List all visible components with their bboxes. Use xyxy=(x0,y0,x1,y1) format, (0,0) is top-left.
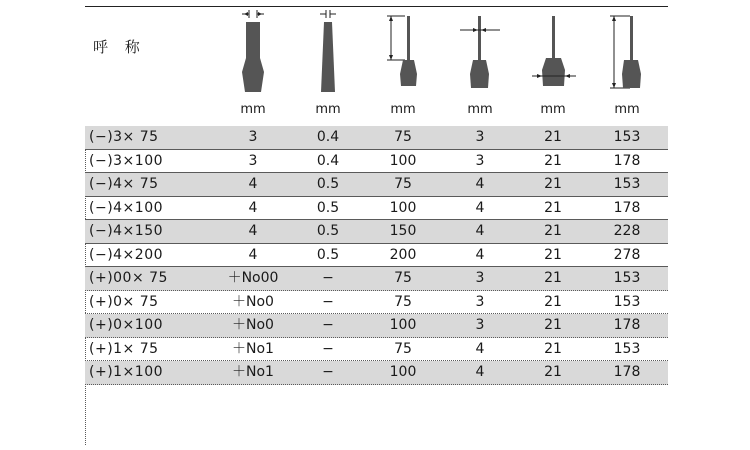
grip-diameter-cell: 21 xyxy=(544,293,562,310)
designation-cell: (−)4×150 xyxy=(89,223,164,239)
shaft-diameter-cell: 3 xyxy=(475,270,485,286)
blade-thickness-cell: 0.4 xyxy=(316,152,340,169)
table-row xyxy=(85,314,668,338)
shaft-diameter-cell: 4 xyxy=(475,364,485,380)
blade-thickness-cell: − xyxy=(322,270,334,286)
blade-thickness-cell: − xyxy=(322,340,334,357)
blade-thickness-cell: − xyxy=(322,317,334,333)
blade-thickness-cell: 0.5 xyxy=(316,223,340,239)
table-body xyxy=(85,126,668,385)
table-row xyxy=(85,173,668,197)
blade-width-cell: ＋No00 xyxy=(227,270,279,286)
overall-length-cell: 153 xyxy=(613,270,641,286)
blade-thickness-cell: 0.5 xyxy=(316,176,340,192)
blade-thickness-cell: 0.5 xyxy=(316,246,340,263)
shaft-diameter-cell: 4 xyxy=(475,176,485,192)
blade-width-cell: 4 xyxy=(248,199,258,216)
overall-length-icon xyxy=(608,8,648,94)
shaft-length-cell: 75 xyxy=(394,340,412,357)
table-row xyxy=(85,150,668,174)
shaft-length-cell: 100 xyxy=(389,364,417,380)
overall-length-cell: 178 xyxy=(613,199,641,216)
shaft-diameter-cell: 4 xyxy=(475,199,485,216)
overall-length-cell: 178 xyxy=(613,152,641,169)
table-row xyxy=(85,267,668,291)
blade-thickness-cell: − xyxy=(322,293,334,310)
grip-diameter-cell: 21 xyxy=(544,270,562,286)
designation-cell: (−)3× 75 xyxy=(89,129,159,145)
blade-thickness-cell: 0.5 xyxy=(316,199,340,216)
designation-cell: (+)0×100 xyxy=(89,317,164,333)
designation-cell: (+)1×100 xyxy=(89,364,164,380)
grip-diameter-cell: 21 xyxy=(544,199,562,216)
grip-diameter-cell: 21 xyxy=(544,364,562,380)
unit-shaft-length: mm xyxy=(390,102,416,117)
overall-length-cell: 153 xyxy=(613,129,641,145)
shaft-diameter-cell: 3 xyxy=(475,293,485,310)
blade-width-cell: 3 xyxy=(248,129,258,145)
shaft-length-cell: 75 xyxy=(394,293,412,310)
designation-cell: (+)00× 75 xyxy=(89,270,168,286)
overall-length-cell: 153 xyxy=(613,340,641,357)
designation-cell: (−)4× 75 xyxy=(89,176,159,192)
designation-cell: (+)1× 75 xyxy=(89,340,159,357)
shaft-length-cell: 75 xyxy=(394,176,412,192)
table-row xyxy=(85,244,668,268)
table-row xyxy=(85,361,668,385)
grip-diameter-cell: 21 xyxy=(544,223,562,239)
blade-width-cell: ＋No0 xyxy=(232,293,274,310)
blade-width-cell: ＋No1 xyxy=(232,340,274,357)
shaft-diameter-cell: 3 xyxy=(475,129,485,145)
blade-width-cell: 4 xyxy=(248,176,258,192)
overall-length-cell: 278 xyxy=(613,246,641,263)
grip-diameter-cell: 21 xyxy=(544,340,562,357)
blade-thickness-icon xyxy=(317,8,339,94)
unit-grip-diameter: mm xyxy=(540,102,566,117)
blade-width-cell: ＋No1 xyxy=(232,364,274,380)
grip-diameter-cell: 21 xyxy=(544,317,562,333)
overall-length-cell: 153 xyxy=(613,293,641,310)
unit-shaft-diameter: mm xyxy=(467,102,493,117)
designation-cell: (−)4×200 xyxy=(89,246,164,263)
grip-diameter-cell: 21 xyxy=(544,246,562,263)
blade-width-cell: 4 xyxy=(248,246,258,263)
designation-cell: (+)0× 75 xyxy=(89,293,159,310)
overall-length-cell: 228 xyxy=(613,223,641,239)
designation-cell: (−)3×100 xyxy=(89,152,164,169)
shaft-diameter-cell: 3 xyxy=(475,152,485,169)
overall-length-cell: 178 xyxy=(613,364,641,380)
shaft-diameter-cell: 4 xyxy=(475,340,485,357)
grip-diameter-icon xyxy=(530,8,578,94)
table-header xyxy=(85,6,668,126)
shaft-length-cell: 100 xyxy=(389,317,417,333)
grip-diameter-cell: 21 xyxy=(544,176,562,192)
blade-thickness-cell: 0.4 xyxy=(316,129,340,145)
grip-diameter-cell: 21 xyxy=(544,152,562,169)
overall-length-cell: 178 xyxy=(613,317,641,333)
name-column-header: 呼 称 xyxy=(93,38,146,56)
shaft-length-cell: 75 xyxy=(394,129,412,145)
table-row xyxy=(85,197,668,221)
shaft-length-icon xyxy=(385,8,425,94)
shaft-length-cell: 200 xyxy=(389,246,417,263)
shaft-diameter-cell: 4 xyxy=(475,246,485,263)
table-row xyxy=(85,126,668,150)
blade-width-cell: 4 xyxy=(248,223,258,239)
blade-width-cell: ＋No0 xyxy=(232,317,274,333)
unit-blade-thickness: mm xyxy=(315,102,341,117)
unit-overall-length: mm xyxy=(614,102,640,117)
overall-length-cell: 153 xyxy=(613,176,641,192)
shaft-diameter-cell: 3 xyxy=(475,317,485,333)
shaft-diameter-cell: 4 xyxy=(475,223,485,239)
table-row xyxy=(85,291,668,315)
blade-thickness-cell: − xyxy=(322,364,334,380)
unit-blade-width: mm xyxy=(240,102,266,117)
grip-diameter-cell: 21 xyxy=(544,129,562,145)
table-row xyxy=(85,338,668,362)
designation-cell: (−)4×100 xyxy=(89,199,164,216)
shaft-length-cell: 75 xyxy=(394,270,412,286)
shaft-length-cell: 100 xyxy=(389,199,417,216)
blade-width-icon xyxy=(240,8,266,94)
shaft-diameter-icon xyxy=(458,8,502,94)
shaft-length-cell: 150 xyxy=(389,223,417,239)
table-row xyxy=(85,220,668,244)
shaft-length-cell: 100 xyxy=(389,152,417,169)
blade-width-cell: 3 xyxy=(248,152,258,169)
